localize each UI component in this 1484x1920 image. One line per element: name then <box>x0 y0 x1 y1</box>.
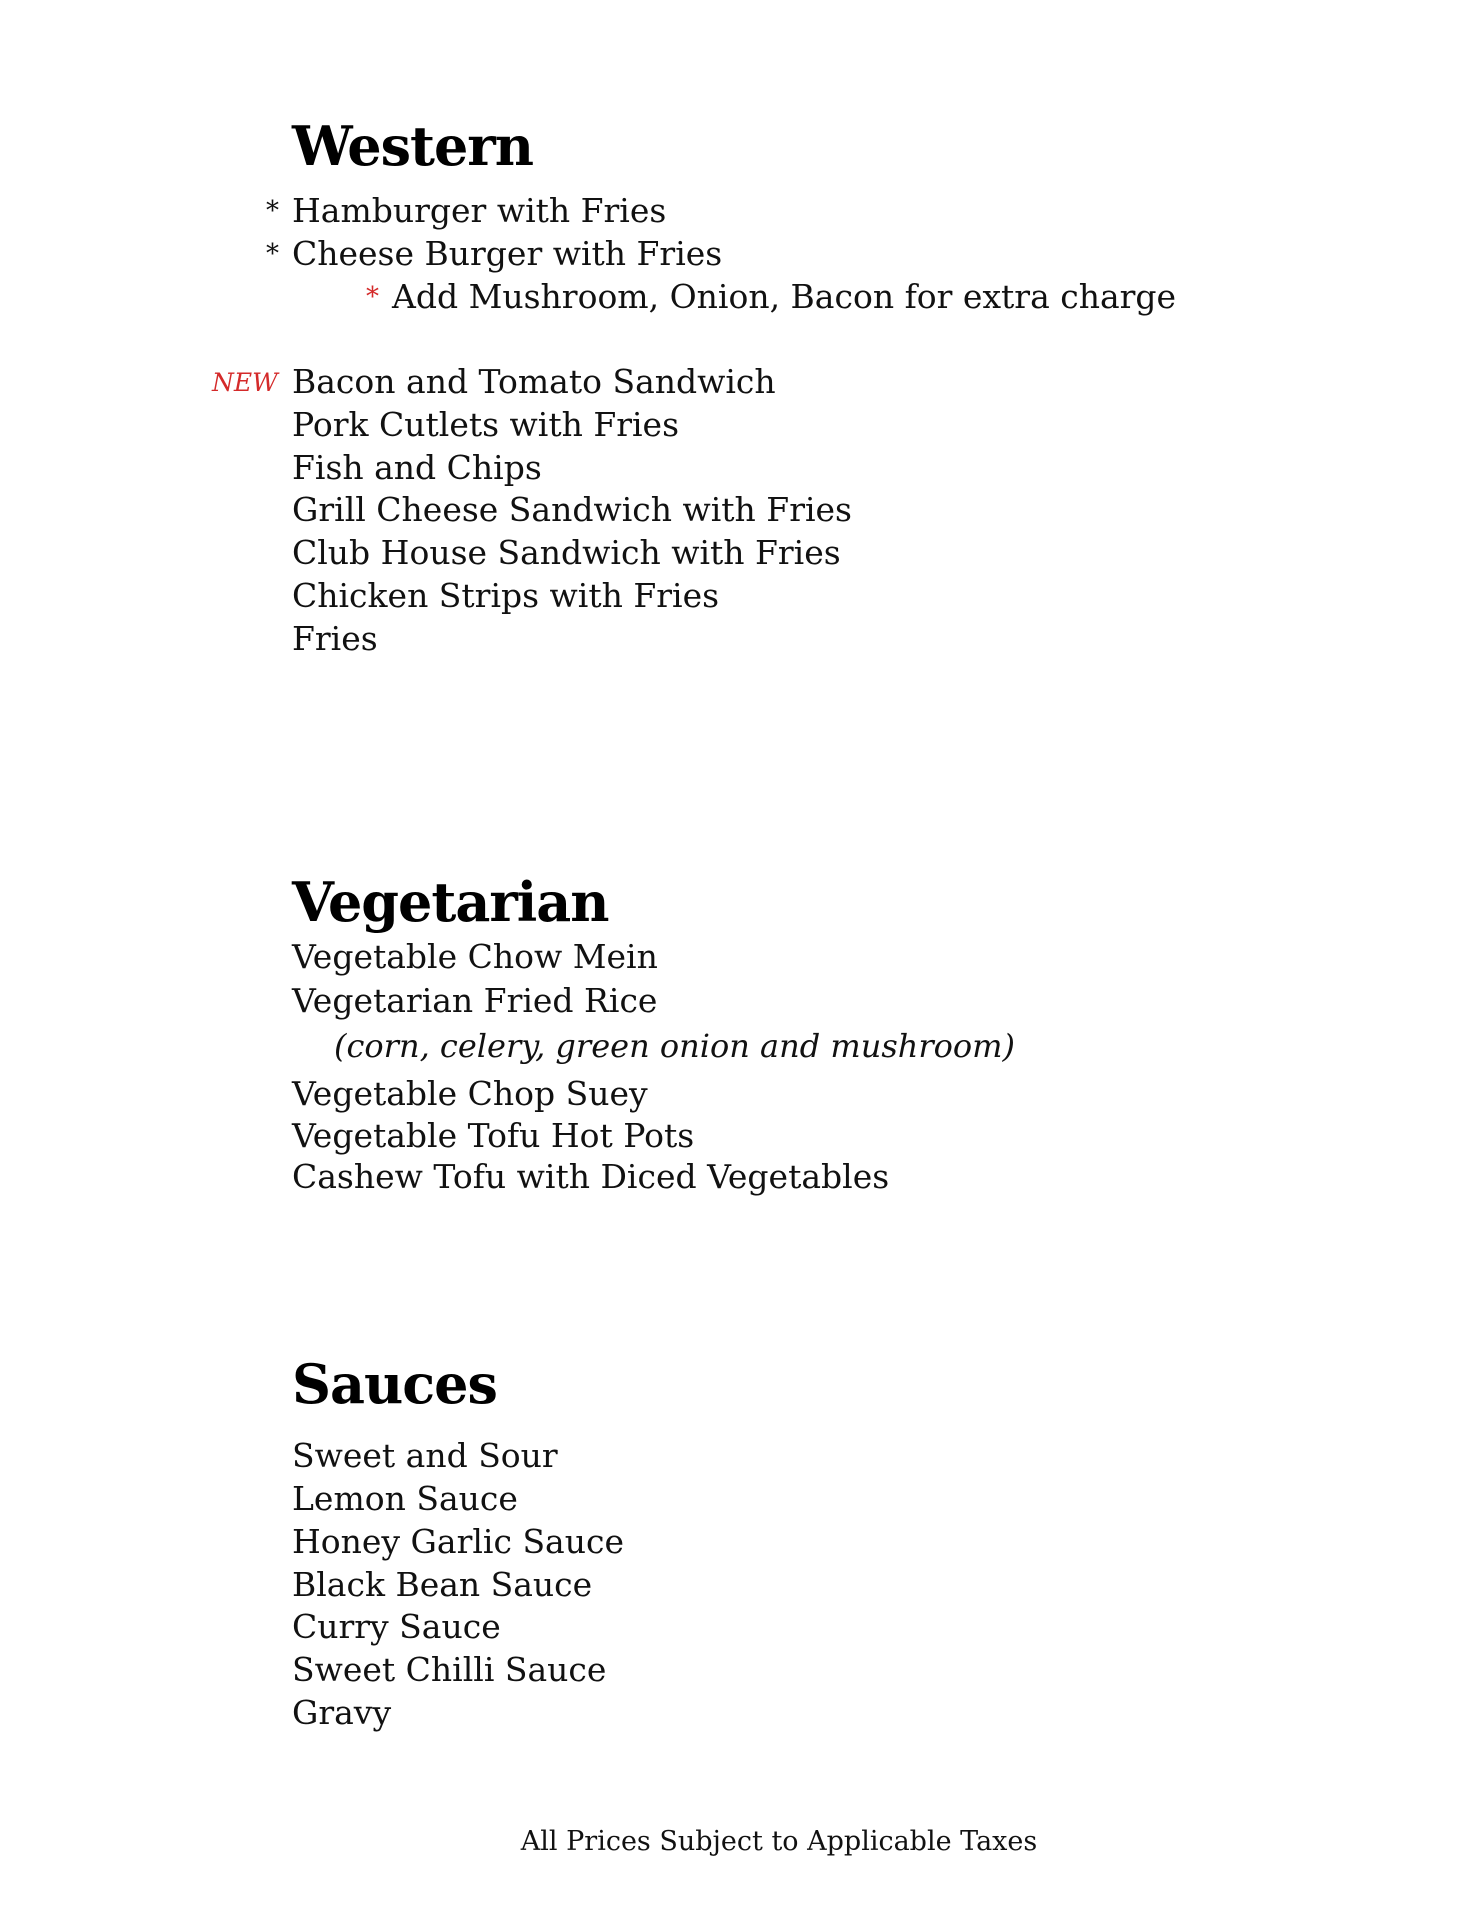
menu-item: Vegetable Chow Mein <box>292 937 658 976</box>
menu-item: Lemon Sauce <box>292 1479 518 1518</box>
section-title-western: Western <box>292 114 534 178</box>
menu-item: Gravy <box>292 1693 392 1732</box>
fried-rice-note: (corn, celery, green onion and mushroom) <box>334 1027 1015 1065</box>
asterisk-icon: * <box>266 196 279 226</box>
menu-item: Honey Garlic Sauce <box>292 1522 624 1561</box>
menu-item: Fries <box>292 619 378 658</box>
menu-item: Club House Sandwich with Fries <box>292 533 841 572</box>
section-title-vegetarian: Vegetarian <box>292 870 609 934</box>
menu-item: Bacon and Tomato Sandwich <box>292 362 776 401</box>
menu-item: Vegetarian Fried Rice <box>292 981 658 1020</box>
new-badge: NEW <box>212 368 278 397</box>
menu-item: Black Bean Sauce <box>292 1565 593 1604</box>
footer-tax-note: All Prices Subject to Applicable Taxes <box>520 1826 1038 1857</box>
menu-item: Vegetable Tofu Hot Pots <box>292 1116 695 1155</box>
menu-item: Chicken Strips with Fries <box>292 576 720 615</box>
menu-item-hamburger: Hamburger with Fries <box>292 191 667 230</box>
menu-item: Sweet Chilli Sauce <box>292 1650 607 1689</box>
menu-item: Pork Cutlets with Fries <box>292 405 680 444</box>
menu-item: Grill Cheese Sandwich with Fries <box>292 490 852 529</box>
menu-item: Fish and Chips <box>292 448 542 487</box>
menu-item-cheese-burger: Cheese Burger with Fries <box>292 234 723 273</box>
menu-item: Sweet and Sour <box>292 1436 558 1475</box>
section-title-sauces: Sauces <box>292 1352 497 1416</box>
asterisk-icon: * <box>366 282 379 312</box>
menu-item: Curry Sauce <box>292 1607 501 1646</box>
menu-addon-note: Add Mushroom, Onion, Bacon for extra charge <box>392 277 1177 316</box>
asterisk-icon: * <box>266 239 279 269</box>
menu-item: Cashew Tofu with Diced Vegetables <box>292 1157 890 1196</box>
menu-item: Vegetable Chop Suey <box>292 1074 648 1113</box>
